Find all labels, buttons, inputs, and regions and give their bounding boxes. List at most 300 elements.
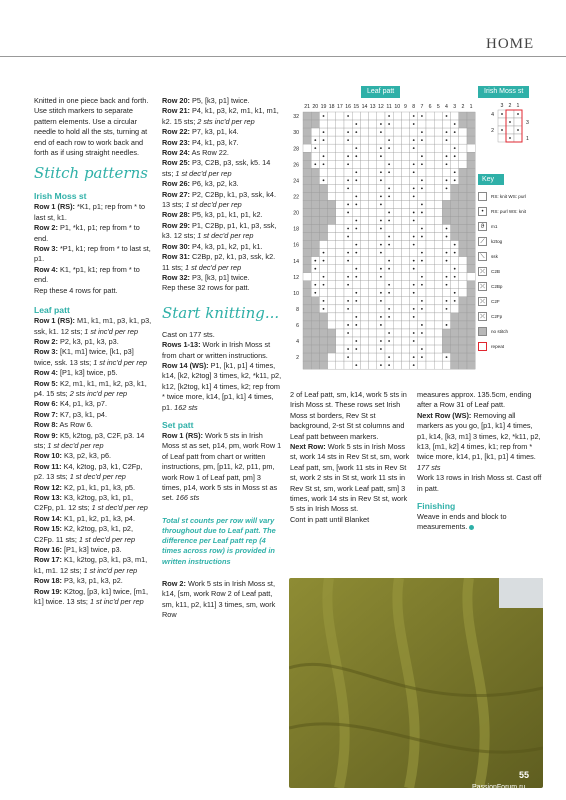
leaf-cell [401, 361, 409, 369]
leaf-row-label-left: 22 [293, 194, 299, 201]
purl-dot [380, 195, 382, 197]
leaf2-row: Row 26: P6, k3, p2, k3. [162, 179, 239, 189]
key-label: RS: purl WS: knit [491, 209, 526, 214]
leaf-cell [467, 152, 475, 160]
purl-dot [388, 308, 390, 310]
leaf-cell [459, 200, 467, 208]
leaf-cell [467, 353, 475, 361]
purl-dot [323, 252, 325, 254]
leaf-cell [303, 168, 311, 176]
leaf-cell [467, 128, 475, 136]
leaf-cell [426, 176, 434, 184]
leaf-cell [459, 233, 467, 241]
leaf-cell [434, 168, 442, 176]
leaf-row: Row 5: K2, m1, k1, m1, k2, p3, k1, p4. 15 sts; 2 sts inc'd per rep [34, 378, 147, 398]
leaf-cell [393, 233, 401, 241]
leaf-cell [459, 168, 467, 176]
leaf-cell [459, 144, 467, 152]
leaf-cell [311, 249, 319, 257]
leaf-cell [385, 128, 393, 136]
leaf-cell [336, 184, 344, 192]
leaf-cell [369, 128, 377, 136]
purl-dot [388, 356, 390, 358]
leaf-cell [434, 305, 442, 313]
leaf-cell [377, 208, 385, 216]
leaf-cell [451, 112, 459, 120]
rows-1-13-text: Rows 1-13: Work in Irish Moss st from chart or written instructions. [162, 340, 271, 360]
leaf-cell [319, 241, 327, 249]
purl-dot [355, 244, 357, 246]
leaf-col-label: 13 [369, 104, 376, 110]
leaf-cell [369, 273, 377, 281]
key-symbol-icon: ⟋ [478, 237, 487, 246]
key-heading: Key [478, 174, 504, 185]
leaf-cell [311, 120, 319, 128]
leaf-chart-title: Leaf patt [361, 86, 400, 98]
leaf-cell [360, 241, 368, 249]
purl-dot [413, 171, 415, 173]
purl-dot [314, 139, 316, 141]
leaf-row: Row 14: K1, p1, k2, p1, k3, p4. [34, 513, 135, 523]
leaf-cell [369, 136, 377, 144]
leaf-cell [426, 281, 434, 289]
leaf-cell [426, 144, 434, 152]
start-knitting-heading: Start knitting... [162, 303, 280, 322]
leaf-row-label-left: 26 [293, 162, 299, 169]
leaf-cell [459, 265, 467, 273]
leaf-cell [442, 192, 450, 200]
purl-dot [413, 244, 415, 246]
purl-dot [421, 236, 423, 238]
leaf-cell [418, 144, 426, 152]
leaf-cell [393, 152, 401, 160]
leaf-cell [360, 329, 368, 337]
leaf-cell [401, 112, 409, 120]
leaf-cell [311, 184, 319, 192]
leaf-cell [442, 208, 450, 216]
leaf-cell [336, 265, 344, 273]
leaf-cell [459, 345, 467, 353]
purl-dot [347, 139, 349, 141]
leaf-cell [385, 297, 393, 305]
leaf-cell [319, 353, 327, 361]
leaf-cell [336, 353, 344, 361]
purl-dot [355, 316, 357, 318]
leaf-cell [336, 120, 344, 128]
leaf-cell [467, 321, 475, 329]
leaf-cell [360, 249, 368, 257]
leaf-cell [360, 200, 368, 208]
leaf-cell [303, 241, 311, 249]
leaf-cell [442, 265, 450, 273]
leaf-cell [434, 241, 442, 249]
leaf-cell [319, 345, 327, 353]
purl-dot [517, 129, 519, 131]
leaf-cell [303, 128, 311, 136]
key-label: C2B [491, 269, 500, 274]
leaf-cell [467, 176, 475, 184]
purl-dot [380, 155, 382, 157]
col4-next-row-text: Next Row (WS): Removing all markers as you go, [p1, k1] 4 times, p1, k14, [k3, m1] 3 times, k2, *k11, p2, k13, [m1, k2] 4 times, k1; rep from * twice more, k14, p1, [k1, p1] 4 times. 177 sts [417, 410, 541, 472]
key-symbol-icon: ⤫ [478, 297, 487, 306]
leaf-cell [369, 305, 377, 313]
leaf-cell [442, 329, 450, 337]
moss-cell [506, 110, 514, 118]
col4-work-text: Work 13 rows in Irish Moss st. Cast off in patt. [417, 473, 542, 493]
purl-dot [446, 131, 448, 133]
leaf-cell [319, 337, 327, 345]
purl-dot [421, 332, 423, 334]
leaf-cell [336, 168, 344, 176]
leaf-cell [451, 136, 459, 144]
leaf-cell [401, 233, 409, 241]
leaf-cell [360, 265, 368, 273]
leaf-cell [393, 321, 401, 329]
leaf-cell [426, 200, 434, 208]
leaf-cell [467, 168, 475, 176]
leaf-cell [467, 265, 475, 273]
purl-dot [421, 115, 423, 117]
purl-dot [454, 268, 456, 270]
leaf-row-label-left: 32 [293, 114, 299, 121]
leaf-cell [369, 361, 377, 369]
leaf-col-label: 19 [320, 104, 327, 110]
leaf-cell [377, 112, 385, 120]
leaf-cell [303, 152, 311, 160]
leaf-cell [328, 144, 336, 152]
leaf-cell [401, 184, 409, 192]
purl-dot [501, 113, 503, 115]
purl-dot [355, 195, 357, 197]
leaf-cell [303, 257, 311, 265]
leaf-cell [360, 152, 368, 160]
leaf-cell [303, 273, 311, 281]
leaf-cell [369, 184, 377, 192]
leaf-cell [426, 313, 434, 321]
leaf-cell [401, 329, 409, 337]
finishing-heading: Finishing [417, 501, 456, 512]
purl-dot [347, 155, 349, 157]
purl-dot [413, 316, 415, 318]
leaf-cell [303, 249, 311, 257]
leaf-cell [369, 249, 377, 257]
leaf-cell [360, 184, 368, 192]
purl-dot [413, 308, 415, 310]
leaf-cell [426, 128, 434, 136]
purl-dot [454, 292, 456, 294]
leaf-cell [467, 160, 475, 168]
key-item [478, 204, 544, 219]
leaf-cell [344, 361, 352, 369]
purl-dot [413, 268, 415, 270]
purl-dot [446, 260, 448, 262]
leaf-col-label: 12 [378, 104, 384, 110]
leaf-cell [369, 297, 377, 305]
leaf-cell [393, 257, 401, 265]
leaf-cell [418, 337, 426, 345]
leaf-cell [393, 160, 401, 168]
leaf-cell [352, 136, 360, 144]
leaf-cell [336, 321, 344, 329]
leaf-cell [434, 337, 442, 345]
purl-dot [446, 300, 448, 302]
leaf-cell [459, 305, 467, 313]
leaf-cell [303, 329, 311, 337]
leaf-cell [303, 321, 311, 329]
leaf-cell [385, 273, 393, 281]
leaf-cell [434, 257, 442, 265]
leaf-cell [426, 168, 434, 176]
leaf-cell [451, 361, 459, 369]
purl-dot [446, 276, 448, 278]
leaf-cell [360, 289, 368, 297]
leaf-cell [393, 136, 401, 144]
leaf-row: Row 13: K3, k2tog, p3, k1, p1, C2Fp, p1. 12 sts; 1 st dec'd per rep [34, 493, 148, 513]
purl-dot [446, 163, 448, 165]
leaf-cell [369, 200, 377, 208]
leaf-cell [467, 313, 475, 321]
leaf-cell [311, 208, 319, 216]
leaf-row-label-left: 4 [296, 339, 299, 346]
leaf-cell [344, 289, 352, 297]
leaf-cell [336, 160, 344, 168]
leaf-cell [393, 112, 401, 120]
leaf-cell [336, 233, 344, 241]
leaf-cell [385, 321, 393, 329]
purl-dot [323, 179, 325, 181]
moss-col-label: 2 [508, 103, 512, 109]
leaf-cell [336, 241, 344, 249]
column-3 [290, 390, 410, 525]
leaf-cell [393, 305, 401, 313]
leaf-col-label: 10 [394, 104, 401, 110]
leaf-cell [377, 233, 385, 241]
leaf-cell [336, 305, 344, 313]
leaf-col-label: 18 [328, 104, 335, 110]
leaf-cell [451, 321, 459, 329]
leaf-cell [467, 144, 475, 152]
leaf-cell [467, 345, 475, 353]
purl-dot [347, 252, 349, 254]
purl-dot [323, 300, 325, 302]
leaf-patt-heading: Leaf patt [34, 305, 70, 316]
leaf-cell [319, 120, 327, 128]
leaf-cell [459, 313, 467, 321]
leaf-row-label-left: 14 [293, 258, 299, 265]
purl-dot [413, 340, 415, 342]
purl-dot [347, 284, 349, 286]
leaf-cell [328, 321, 336, 329]
leaf-cell [360, 361, 368, 369]
leaf-cell [418, 241, 426, 249]
leaf-cell [344, 265, 352, 273]
leaf-cell [459, 321, 467, 329]
leaf-cell [434, 225, 442, 233]
leaf-cell [451, 257, 459, 265]
leaf-cell [369, 112, 377, 120]
leaf-cell [377, 257, 385, 265]
leaf-cell [459, 257, 467, 265]
leaf-cell [467, 257, 475, 265]
purl-dot [413, 139, 415, 141]
leaf-cell [401, 305, 409, 313]
leaf-row: Row 7: K7, p3, k1, p4. [34, 409, 108, 419]
purl-dot [314, 268, 316, 270]
key-symbol-icon [478, 342, 487, 351]
purl-dot [421, 284, 423, 286]
leaf-cell [311, 176, 319, 184]
leaf-cell [467, 208, 475, 216]
leaf-cell [459, 152, 467, 160]
key-item [478, 324, 544, 339]
irish-row: Row 4: K1, *p1, k1; rep from * to end. [34, 264, 140, 285]
key-label: no stitch [491, 329, 509, 334]
purl-dot [446, 252, 448, 254]
leaf-cell [434, 176, 442, 184]
leaf-cell [328, 168, 336, 176]
purl-dot [380, 268, 382, 270]
leaf-cell [360, 345, 368, 353]
leaf-cell [385, 152, 393, 160]
purl-dot [388, 340, 390, 342]
key-symbol-icon: ⤫ [478, 267, 487, 276]
moss-cell [498, 118, 506, 126]
purl-dot [509, 121, 511, 123]
purl-dot [413, 147, 415, 149]
leaf-cell [344, 313, 352, 321]
purl-dot [388, 244, 390, 246]
moss-cell [514, 134, 522, 142]
purl-dot [421, 308, 423, 310]
purl-dot [347, 332, 349, 334]
leaf-cell [426, 249, 434, 257]
leaf-cell [369, 329, 377, 337]
leaf-cell [410, 345, 418, 353]
purl-dot [413, 260, 415, 262]
leaf-cell [360, 192, 368, 200]
key-symbol-icon [478, 327, 487, 336]
leaf-cell [434, 361, 442, 369]
leaf-cell [336, 225, 344, 233]
leaf-cell [360, 208, 368, 216]
moss-row-label-left: 4 [491, 112, 494, 118]
leaf-cell [410, 273, 418, 281]
purl-dot [355, 268, 357, 270]
leaf-cell [377, 281, 385, 289]
col3-intro-text: 2 of Leaf patt, sm, k14, work 5 sts in Irish Moss st. These rows set Irish Moss st borders, Rev St st background, 2-st St st columns and Leaf patt between markers. [290, 390, 407, 441]
leaf-cell [426, 337, 434, 345]
leaf-col-label: 2 [461, 104, 465, 110]
leaf-cell [328, 313, 336, 321]
leaf-cell [434, 345, 442, 353]
leaf-cell [352, 184, 360, 192]
purl-dot [347, 324, 349, 326]
purl-dot [388, 316, 390, 318]
leaf-cell [426, 233, 434, 241]
leaf-cell [393, 297, 401, 305]
key-symbol-icon: ϑ [478, 222, 487, 231]
key-item [478, 309, 544, 324]
purl-dot [413, 364, 415, 366]
key-item [478, 249, 544, 264]
leaf-cell [393, 281, 401, 289]
leaf-cell [319, 321, 327, 329]
leaf-cell [311, 313, 319, 321]
col3-next-row-text: Next Row: Work 5 sts in Irish Moss st, work 14 sts in Rev St st, sm, work Leaf patt, sm, [work 11 sts in Rev St st, work 2 sts in St st, work 11 sts in Rev St st, sm, work Leaf patt, sm] 3 times, work 14 sts in Rev St st, work 5 sts in Irish Moss st. [290, 442, 410, 514]
leaf-cell [459, 184, 467, 192]
leaf-cell [434, 353, 442, 361]
leaf-cell [467, 120, 475, 128]
leaf-cell [434, 313, 442, 321]
leaf-cell [328, 208, 336, 216]
leaf-cell [410, 249, 418, 257]
purl-dot [446, 155, 448, 157]
purl-dot [421, 163, 423, 165]
purl-dot [446, 236, 448, 238]
purl-dot [380, 228, 382, 230]
leaf-cell [451, 337, 459, 345]
leaf-cell [451, 184, 459, 192]
leaf-cell [426, 208, 434, 216]
leaf-cell [426, 160, 434, 168]
leaf-cell [336, 208, 344, 216]
irish-moss-heading: Irish Moss st [34, 191, 87, 202]
leaf-cell [319, 265, 327, 273]
purl-dot [347, 187, 349, 189]
leaf-cell [311, 297, 319, 305]
purl-dot [380, 123, 382, 125]
leaf-cell [319, 313, 327, 321]
leaf-cell [459, 160, 467, 168]
leaf-cell [311, 345, 319, 353]
leaf-cell [344, 144, 352, 152]
leaf-cell [369, 192, 377, 200]
leaf-cell [303, 192, 311, 200]
purl-dot [355, 155, 357, 157]
leaf-cell [369, 208, 377, 216]
leaf-cell [328, 112, 336, 120]
leaf-cell [336, 176, 344, 184]
leaf-cell [401, 289, 409, 297]
leaf-cell [336, 337, 344, 345]
key-item [478, 264, 544, 279]
leaf-cell [319, 233, 327, 241]
purl-dot [355, 228, 357, 230]
leaf-cell [369, 241, 377, 249]
leaf-cell [401, 281, 409, 289]
leaf-cell [303, 353, 311, 361]
leaf-cell [401, 225, 409, 233]
leaf-cell [459, 241, 467, 249]
leaf-cell [426, 329, 434, 337]
leaf-cell [385, 200, 393, 208]
leaf-cell [303, 120, 311, 128]
leaf-cell [377, 353, 385, 361]
leaf-cell [360, 337, 368, 345]
leaf-col-label: 15 [353, 104, 360, 110]
purl-dot [446, 179, 448, 181]
leaf-cell [459, 136, 467, 144]
leaf-cell [434, 200, 442, 208]
purl-dot [355, 171, 357, 173]
purl-dot [413, 212, 415, 214]
leaf-cell [328, 329, 336, 337]
key-label: C2F [491, 299, 500, 304]
purl-dot [413, 332, 415, 334]
purl-dot [355, 324, 357, 326]
leaf-cell [401, 192, 409, 200]
leaf-cell [393, 184, 401, 192]
